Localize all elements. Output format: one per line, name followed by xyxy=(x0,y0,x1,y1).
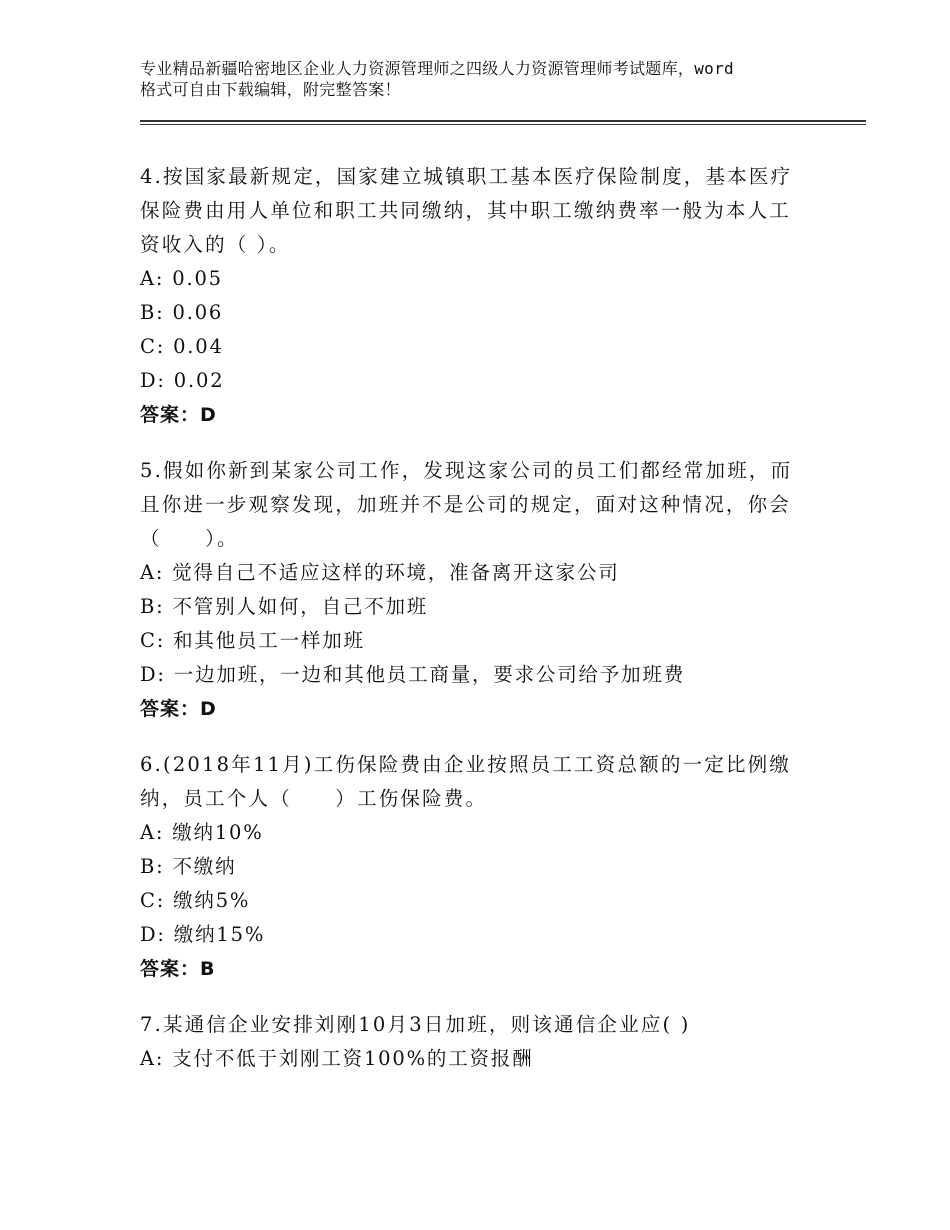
answer-label: 答案：D xyxy=(140,698,217,720)
option-d: D: 缴纳15% xyxy=(140,923,266,946)
question-stem-line: 4.按国家最新规定，国家建立城镇职工基本医疗保险制度，基本医疗 xyxy=(140,165,793,188)
option-c: C: 和其他员工一样加班 xyxy=(140,629,365,652)
answer-label: 答案：B xyxy=(140,958,216,980)
question-stem-line: 资收入的（ ）。 xyxy=(140,233,291,256)
header-divider-thin xyxy=(140,124,866,125)
answer-label: 答案：D xyxy=(140,404,217,426)
question-stem-line: 5.假如你新到某家公司工作，发现这家公司的员工们都经常加班，而 xyxy=(140,459,793,482)
option-a: A: 缴纳10% xyxy=(140,821,264,844)
header-line-2: 格式可自由下载编辑，附完整答案！ xyxy=(140,80,401,99)
option-d: D: 0.02 xyxy=(140,369,225,392)
option-c: C: 0.04 xyxy=(140,335,224,358)
header-divider xyxy=(140,120,866,126)
question-5 xyxy=(140,454,800,726)
question-stem-line: 7.某通信企业安排刘刚10月3日加班，则该通信企业应( ) xyxy=(140,1013,691,1036)
question-stem-line: （ ）。 xyxy=(140,527,239,550)
question-stem-line: 6.(2018年11月)工伤保险费由企业按照员工工资总额的一定比例缴 xyxy=(140,753,792,776)
question-stem-line: 纳，员工个人（ ）工伤保险费。 xyxy=(140,787,488,810)
option-a: A: 觉得自己不适应这样的环境，准备离开这家公司 xyxy=(140,561,620,584)
question-7 xyxy=(140,1008,800,1076)
question-4 xyxy=(140,160,800,432)
option-c: C: 缴纳5% xyxy=(140,889,251,912)
header-line-1: 专业精品新疆哈密地区企业人力资源管理师之四级人力资源管理师考试题库，word xyxy=(140,59,734,78)
question-stem-line: 且你进一步观察发现，加班并不是公司的规定，面对这种情况，你会 xyxy=(140,493,792,516)
document-header xyxy=(140,58,830,100)
question-list xyxy=(140,160,800,1090)
option-b: B: 不缴纳 xyxy=(140,855,237,878)
option-a: A: 支付不低于刘刚工资100%的工资报酬 xyxy=(140,1047,534,1070)
option-b: B: 0.06 xyxy=(140,301,224,324)
option-d: D: 一边加班，一边和其他员工商量，要求公司给予加班费 xyxy=(140,663,686,686)
header-divider-thick xyxy=(140,120,866,122)
option-b: B: 不管别人如何，自己不加班 xyxy=(140,595,429,618)
question-6 xyxy=(140,748,800,986)
question-stem-line: 保险费由用人单位和职工共同缴纳，其中职工缴纳费率一般为本人工 xyxy=(140,199,792,222)
option-a: A: 0.05 xyxy=(140,267,223,290)
